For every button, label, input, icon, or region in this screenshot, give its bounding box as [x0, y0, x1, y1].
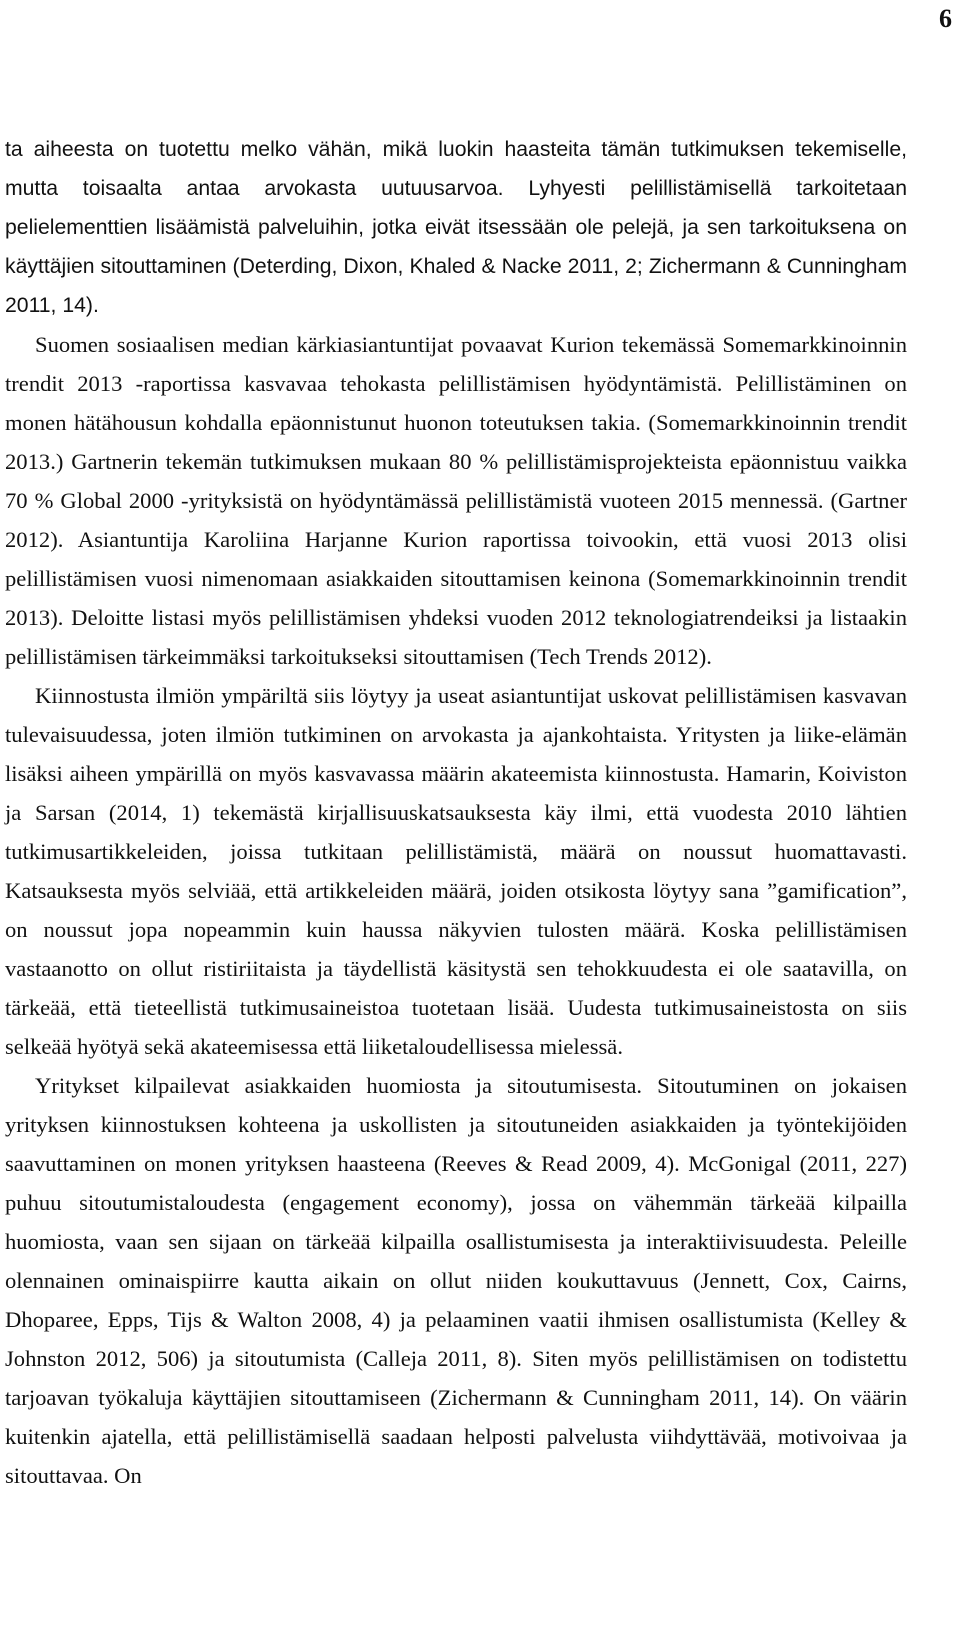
paragraph-3: Kiinnostusta ilmiön ympäriltä siis löytyy ja useat asiantuntijat uskovat pelillistämisen kasvavan tulevaisuudessa, joten ilmiön tutkiminen on arvokasta ja ajankohtaista. Yritysten ja liike-elämän lisäksi aiheen ympärillä on myös kasvavassa määrin akateemista kiinnostusta. Hamarin, Koiviston ja Sarsan (2014, 1) tekemästä kirjallisuuskatsauksesta käy ilmi, että vuodesta 2010 lähtien tutkimusartikkeleiden, joissa tutkitaan pelillistämistä, määrä on noussut huomattavasti. Katsauksesta myös selviää, että artikkeleiden määrä, joiden otsikosta löytyy sana ”gamification”, on noussut jopa nopeammin kuin haussa näkyvien tulosten määrä. Koska pelillistämisen vastaanotto on ollut ristiriitaista ja täydellistä käsitystä sen tehokkuudesta ei ole saatavilla, on tärkeää, että tieteellistä tutkimusaineistoa tuotetaan lisää. Uudesta tutkimusaineistosta on siis selkeää hyötyä sekä akateemisessa että liiketaloudellisessa mielessä.: [5, 683, 907, 1059]
page-number: 6: [939, 4, 952, 33]
document-body: [5, 130, 907, 1495]
paragraph-2: Suomen sosiaalisen median kärkiasiantuntijat povaavat Kurion tekemässä Somemarkkinoinnin trendit 2013 -raportissa kasvavaa tehokasta pelillistämisen hyödyntämistä. Pelillistäminen on monen hätähousun kohdalla epäonnistunut huonon toteutuksen takia. (Somemarkkinoinnin trendit 2013.) Gartnerin tekemän tutkimuksen mukaan 80 % pelillistämisprojekteista epäonnistuu vaikka 70 % Global 2000 -yrityksistä on hyödyntämässä pelillistämistä vuoteen 2015 mennessä. (Gartner 2012). Asiantuntija Karoliina Harjanne Kurion raportissa toivookin, että vuosi 2013 olisi pelillistämisen vuosi nimenomaan asiakkaiden sitouttamisen keinona (Somemarkkinoinnin trendit 2013). Deloitte listasi myös pelillistämisen yhdeksi vuoden 2012 teknologiatrendeiksi ja listaakin pelillistämisen tärkeimmäksi tarkoitukseksi sitouttamisen (Tech Trends 2012).: [5, 332, 907, 669]
paragraph-4: Yritykset kilpailevat asiakkaiden huomiosta ja sitoutumisesta. Sitoutuminen on jokaisen yrityksen kiinnostuksen kohteena ja uskollisten ja sitoutuneiden asiakkaiden ja työntekijöiden saavuttaminen on monen yrityksen haasteena (Reeves & Read 2009, 4). McGonigal (2011, 227) puhuu sitoutumistaloudesta (engagement economy), jossa on vähemmän tärkeää kilpailla huomiosta, vaan sen sijaan on tärkeää kilpailla osallistumisesta ja interaktiivisuudesta. Peleille olennainen ominaispiirre kautta aikain on ollut niiden koukuttavuus (Jennett, Cox, Cairns, Dhoparee, Epps, Tijs & Walton 2008, 4) ja pelaaminen vaatii ihmisen osallistumista (Kelley & Johnston 2012, 506) ja sitoutumista (Calleja 2011, 8). Siten myös pelillistämisen on todistettu tarjoavan työkaluja käyttäjien sitouttamiseen (Zichermann & Cunningham 2011, 14). On väärin kuitenkin ajatella, että pelillistämisellä saadaan helposti palvelusta viihdyttävää, motivoivaa ja sitouttavaa. On: [5, 1073, 907, 1488]
paragraph-1: ta aiheesta on tuotettu melko vähän, mikä luokin haasteita tämän tutkimuksen tekemiselle, mutta toisaalta antaa arvokasta uutuusarvoa. Lyhyesti pelillistämisellä tarkoitetaan pelielementtien lisäämistä palveluihin, jotka eivät itsessään ole pelejä, ja sen tarkoituksena on käyttäjien sitouttaminen (Deterding, Dixon, Khaled & Nacke 2011, 2; Zichermann & Cunningham 2011, 14).: [5, 138, 907, 317]
